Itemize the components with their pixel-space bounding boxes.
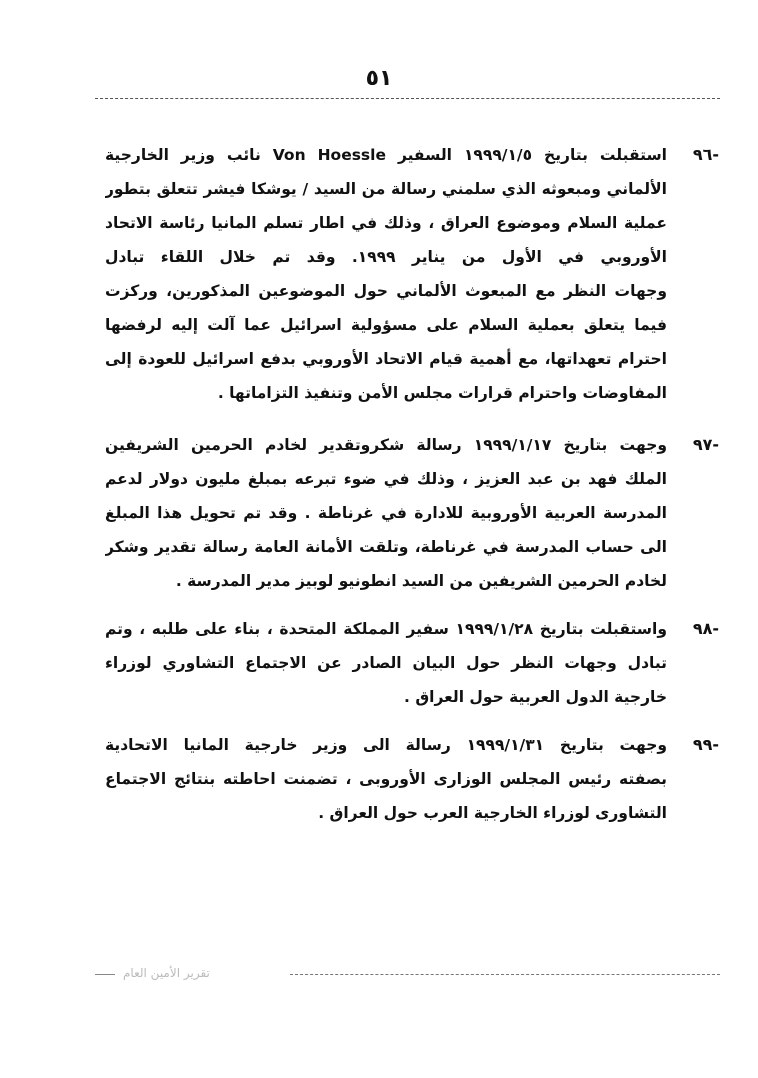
page-number: ٥١ [365,66,393,91]
header-divider [95,98,720,99]
paragraph-number: -٩٧ [692,435,719,454]
paragraph-line: الألماني ومبعوثه الذي سلمني رسالة من السيد / يوشكا فيشر تتعلق بتطور [105,180,667,198]
paragraph-line: خارجية الدول العربية حول العراق . [404,688,667,706]
paragraph-line: وجهات النظر مع المبعوث الألماني حول الموضوعين المذكورين، وركزت [105,282,667,300]
paragraph-number: -٩٦ [692,145,719,164]
numbered-paragraph [105,428,719,598]
paragraph-line: بصفته رئيس المجلس الوزارى الأوروبى ، تضمنت احاطته بنتائج الاجتماع [105,770,667,788]
paragraph-line: فيما يتعلق بعملية السلام على مسؤولية اسرائيل عما آلت إليه لرفضها [105,316,667,334]
paragraph-line: الأوروبي في الأول من يناير ١٩٩٩. وقد تم خلال اللقاء تبادل [105,248,667,266]
paragraph-line: استقبلت بتاريخ ١٩٩٩/١/٥ السفير Von Hoessle نائب وزير الخارجية [105,146,667,164]
footer-divider [290,974,720,975]
paragraph-line: الى حساب المدرسة في غرناطة، وتلقت الأمانة العامة رسالة تقدير وشكر [105,538,667,556]
paragraph-number: -٩٩ [692,735,719,754]
paragraph-line: وجهت بتاريخ ١٩٩٩/١/١٧ رسالة شكروتقدير لخادم الحرمين الشريفين [105,436,667,454]
paragraph-line: لخادم الحرمين الشريفين من السيد انطونيو لوبيز مدير المدرسة . [175,572,667,590]
paragraph-line: تبادل وجهات النظر حول البيان الصادر عن الاجتماع التشاوري لوزراء [105,654,667,672]
footer-text: تقرير الأمين العام [123,966,210,980]
numbered-paragraph [105,728,719,830]
paragraph-line: احترام تعهداتها، مع أهمية قيام الاتحاد الأوروبي بدفع اسرائيل للعودة إلى [105,350,667,368]
paragraph-line: المدرسة العربية الأوروبية للادارة في غرناطة . وقد تم تحويل هذا المبلغ [105,504,667,522]
paragraph-line: عملية السلام وموضوع العراق ، وذلك في اطار تسلم المانيا رئاسة الاتحاد [105,214,667,232]
numbered-paragraph [105,612,719,714]
paragraph-line: التشاورى لوزراء الخارجية العرب حول العراق . [318,804,667,822]
paragraph-line: الملك فهد بن عبد العزيز ، وذلك في ضوء تبرعه بمبلغ مليون دولار لدعم [105,470,667,488]
paragraph-line: واستقبلت بتاريخ ١٩٩٩/١/٢٨ سفير المملكة المتحدة ، بناء على طلبه ، وتم [105,620,667,638]
paragraph-line: وجهت بتاريخ ١٩٩٩/١/٣١ رسالة الى وزير خارجية المانيا الاتحادية [105,736,667,754]
paragraph-number: -٩٨ [692,619,719,638]
numbered-paragraph [105,138,719,410]
footer-dash [95,974,115,975]
paragraph-line: المفاوضات واحترام قرارات مجلس الأمن وتنفيذ التزاماتها . [217,384,667,402]
page-footer [95,966,720,986]
